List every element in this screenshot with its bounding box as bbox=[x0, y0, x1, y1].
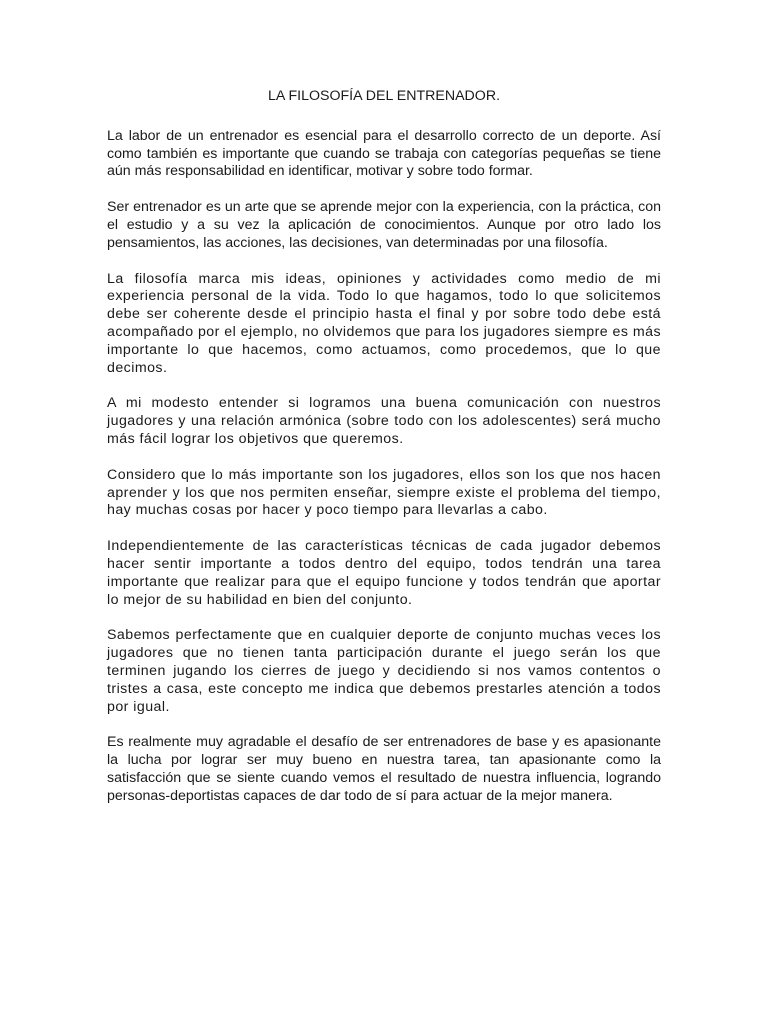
paragraph-8: Es realmente muy agradable el desafío de ser entrenadores de base y es apasionante la lucha por lograr ser muy bueno en nuestra tarea, tan apasionante como la satisfacción que se siente cuando vemos el resultado de nuestra influencia, logrando personas-deportistas capaces de dar todo de sí para actuar de la mejor manera. bbox=[107, 734, 661, 804]
paragraph-7: Sabemos perfectamente que en cualquier deporte de conjunto muchas veces los jugadores que no tienen tanta participación durante el juego serán los que terminen jugando los cierres de juego y decidiendo si nos vamos contentos o tristes a casa, este concepto me indica que debemos prestarles atención a todos por igual. bbox=[107, 627, 661, 715]
paragraph-5: Considero que lo más importante son los jugadores, ellos son los que nos hacen aprender y los que nos permiten enseñar, siempre existe el problema del tiempo, hay muchas cosas por hacer y poco tiempo para llevarlas a cabo. bbox=[107, 466, 661, 519]
document-body bbox=[107, 88, 661, 824]
paragraph-6: Independientemente de las características técnicas de cada jugador debemos hacer sentir importante a todos dentro del equipo, todos tendrán una tarea importante que realizar para que el equipo funcione y todos tendrán que aportar lo mejor de su habilidad en bien del conjunto. bbox=[107, 538, 661, 608]
paragraph-1: La labor de un entrenador es esencial para el desarrollo correcto de un deporte. Así como también es importante que cuando se trabaja con categorías pequeñas se tiene aún más responsabilidad en identificar, motivar y sobre todo formar. bbox=[107, 127, 661, 180]
paragraph-4: A mi modesto entender si logramos una buena comunicación con nuestros jugadores y una relación armónica (sobre todo con los adolescentes) será mucho más fácil lograr los objetivos que queremos. bbox=[107, 395, 661, 447]
document-title: LA FILOSOFÍA DEL ENTRENADOR. bbox=[267, 88, 501, 104]
paragraph-2: Ser entrenador es un arte que se aprende mejor con la experiencia, con la práctica, con el estudio y a su vez la aplicación de conocimientos. Aunque por otro lado los pensamientos, las acciones, las decisiones, van determinadas por una filosofía. bbox=[107, 199, 661, 251]
paragraph-3: La filosofía marca mis ideas, opiniones y actividades como medio de mi experiencia personal de la vida. Todo lo que hagamos, todo lo que solicitemos debe ser coherente desde el principio hasta el final y por sobre todo debe está acompañado por el ejemplo, no olvidemos que para los jugadores siempre es más importante lo que hacemos, como actuamos, como procedemos, que lo que decimos. bbox=[107, 270, 661, 376]
